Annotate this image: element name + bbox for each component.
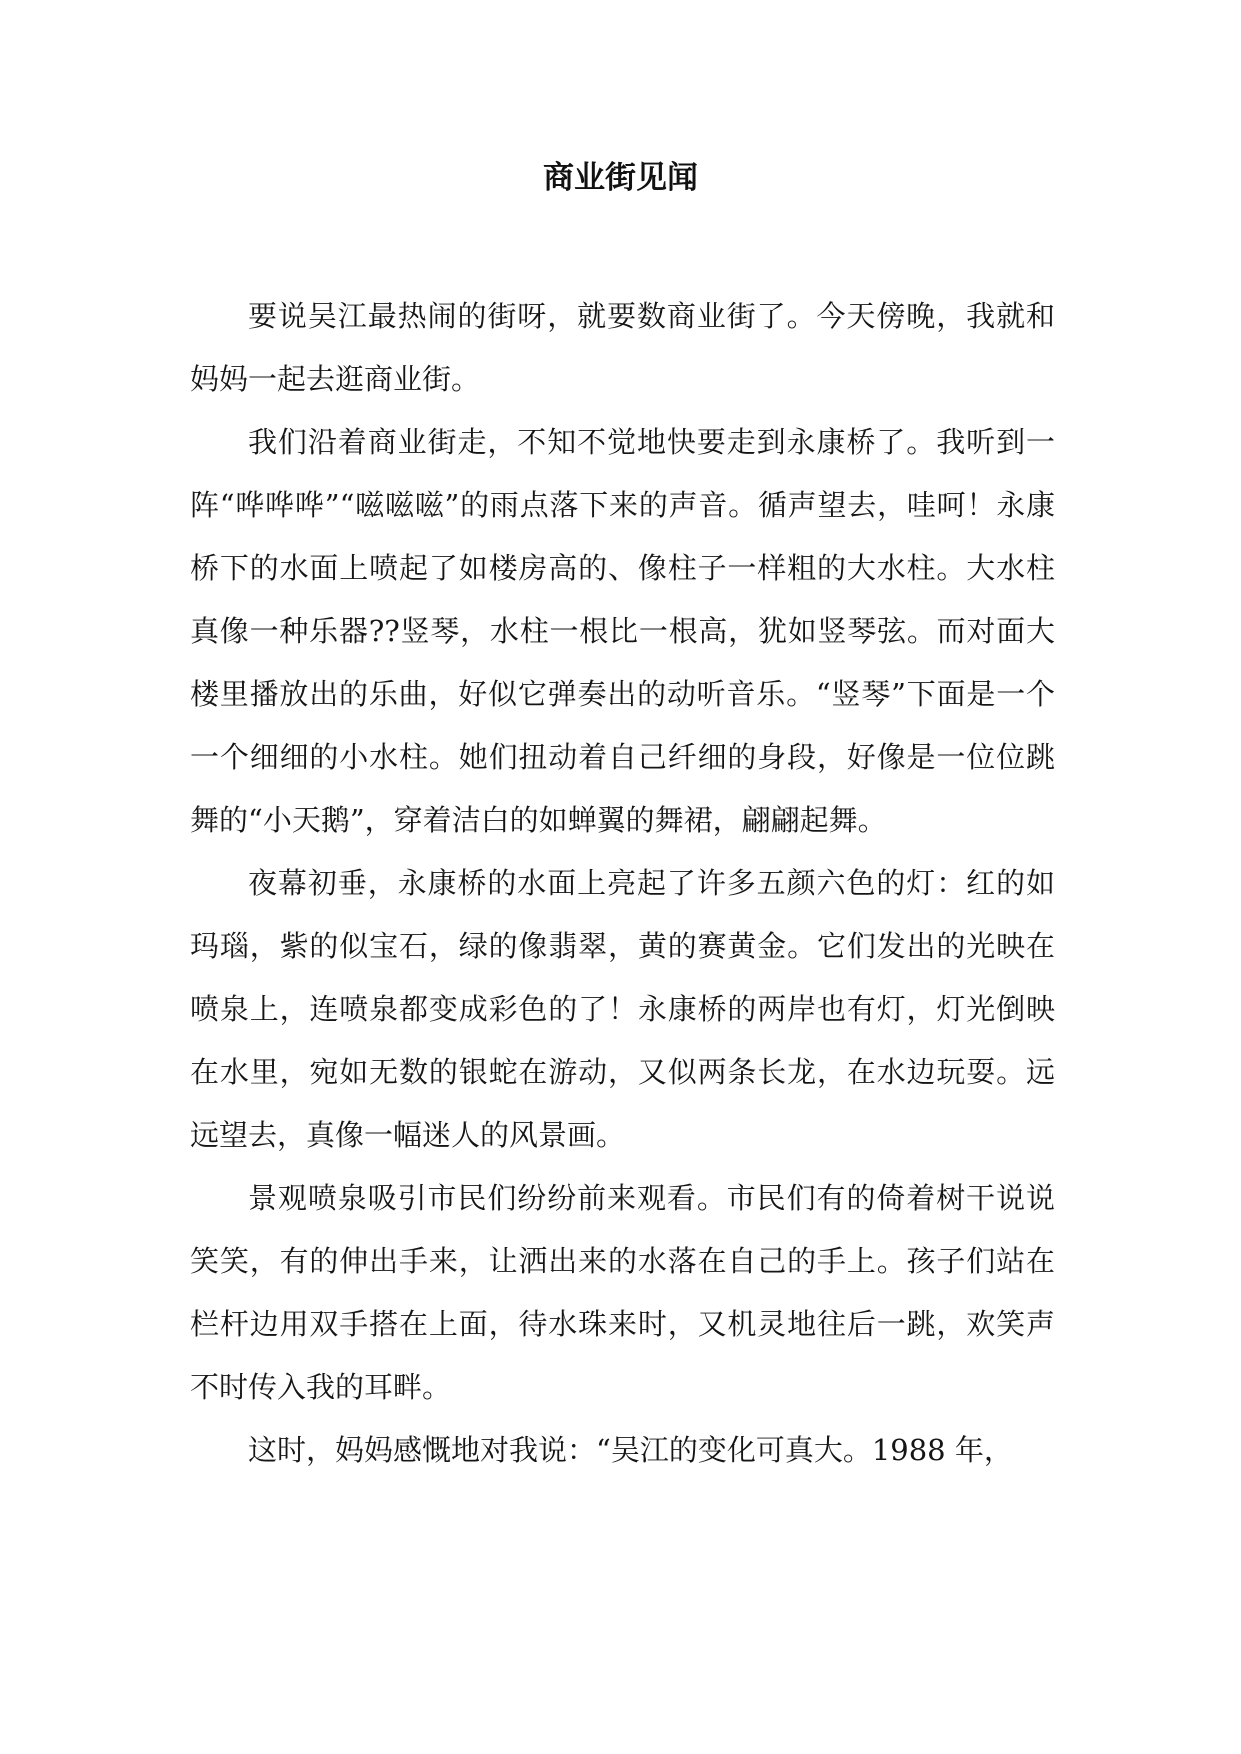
- paragraph: 这时，妈妈感慨地对我说：“吴江的变化可真大。1988 年，: [248, 1433, 1013, 1467]
- document-title: 商业街见闻: [543, 160, 698, 196]
- paragraph: 我们沿着商业街走，不知不觉地快要走到永康桥了。我听到一阵“哗哗哗”“嗞嗞嗞”的雨点落下来的声音。循声望去，哇呵！永康桥下的水面上喷起了如楼房高的、像柱子一样粗的大水柱。大水柱真像一种乐器??竖琴，水柱一根比一根高，犹如竖琴弦。而对面大楼里播放出的乐曲，好似它弹奏出的动听音乐。“竖琴”下面是一个一个细细的小水柱。她们扭动着自己纤细的身段，好像是一位位跳舞的“小天鹅”，穿着洁白的如蝉翼的舞裙，翩翩起舞。: [190, 425, 1055, 837]
- paragraph: 夜幕初垂，永康桥的水面上亮起了许多五颜六色的灯：红的如玛瑙，紫的似宝石，绿的像翡翠，黄的赛黄金。它们发出的光映在喷泉上，连喷泉都变成彩色的了！永康桥的两岸也有灯，灯光倒映在水里，宛如无数的银蛇在游动，又似两条长龙，在水边玩耍。远远望去，真像一幅迷人的风景画。: [190, 866, 1055, 1152]
- paragraph: 景观喷泉吸引市民们纷纷前来观看。市民们有的倚着树干说说笑笑，有的伸出手来，让洒出来的水落在自己的手上。孩子们站在栏杆边用双手搭在上面，待水珠来时，又机灵地往后一跳，欢笑声不时传入我的耳畔。: [190, 1181, 1055, 1404]
- paragraph: 要说吴江最热闹的街呀，就要数商业街了。今天傍晚，我就和妈妈一起去逛商业街。: [190, 299, 1055, 396]
- document-body: [190, 285, 1055, 1482]
